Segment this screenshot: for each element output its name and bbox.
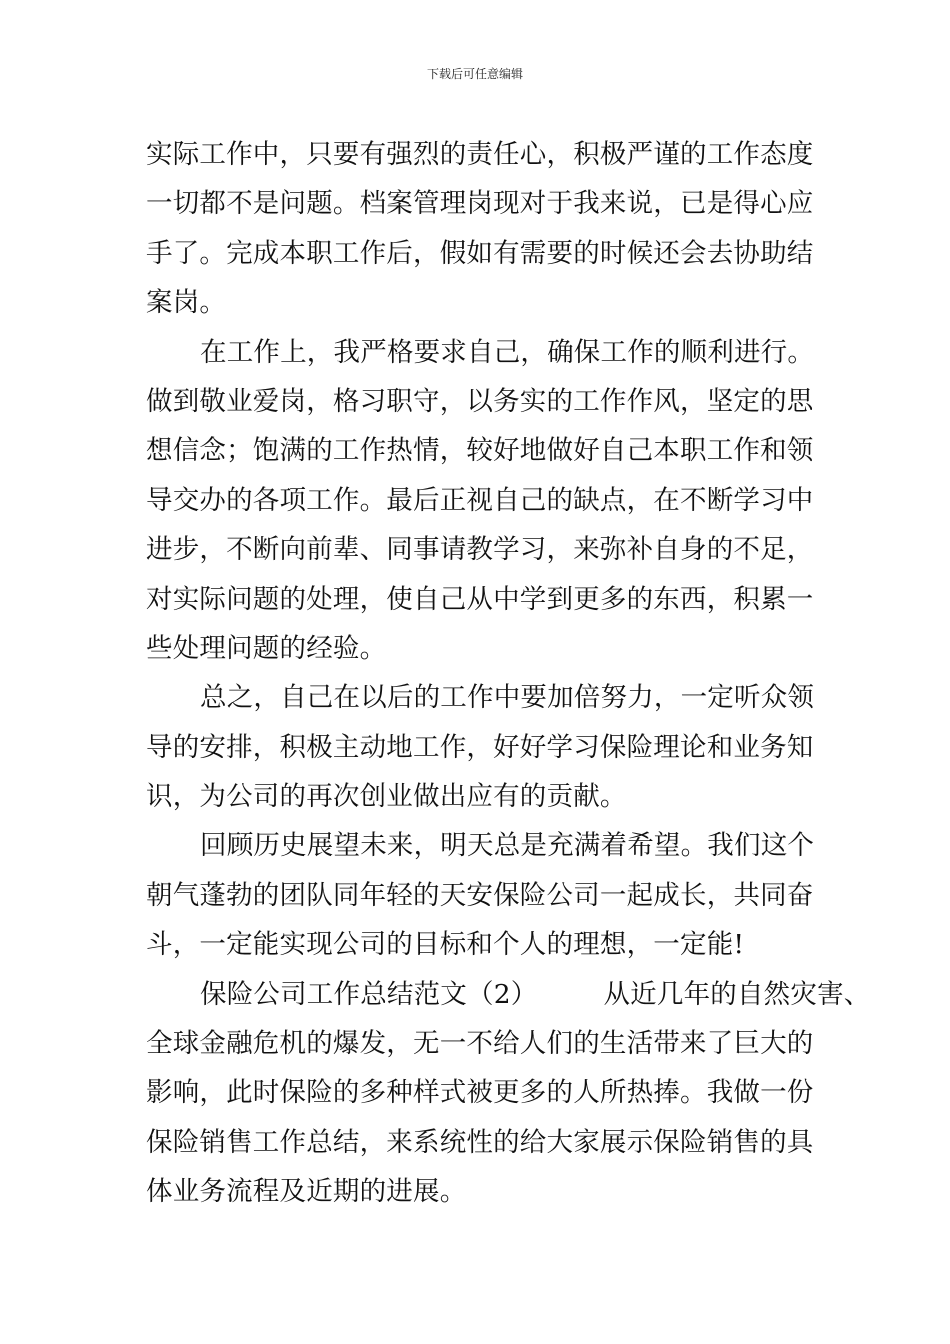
text-line: 识，为公司的再次创业做出应有的贡献。 xyxy=(146,781,627,813)
text-line: 对实际问题的处理，使自己从中学到更多的东西，积累一 xyxy=(146,583,814,615)
text-line: 斗，一定能实现公司的目标和个人的理想，一定能! xyxy=(146,929,745,961)
paragraph-2 xyxy=(146,328,826,674)
text-line: 总之，自己在以后的工作中要加倍努力，一定听众领 xyxy=(200,682,815,714)
text-line: 一切都不是问题。档案管理岗现对于我来说，已是得心应 xyxy=(146,188,814,220)
text-line: 在工作上，我严格要求自己，确保工作的顺利进行。 xyxy=(200,336,815,368)
text-line: 影响，此时保险的多种样式被更多的人所热捧。我做一份 xyxy=(146,1077,814,1109)
text-line: 做到敬业爱岗，格习职守，以务实的工作作风，坚定的思 xyxy=(146,385,814,417)
paragraph-4 xyxy=(146,821,826,969)
text-line: 导的安排，积极主动地工作，好好学习保险理论和业务知 xyxy=(146,731,814,763)
text-line: 保险销售工作总结，来系统性的给大家展示保险销售的具 xyxy=(146,1126,814,1158)
page-header: 下载后可任意编辑 xyxy=(426,67,523,81)
text-line: 体业务流程及近期的进展。 xyxy=(146,1176,467,1208)
text-line: 全球金融危机的爆发，无一不给人们的生活带来了巨大的 xyxy=(146,1028,814,1060)
text-line: 导交办的各项工作。最后正视自己的缺点，在不断学习中 xyxy=(146,484,814,516)
text-line: 想信念；饱满的工作热情，较好地做好自己本职工作和领 xyxy=(146,435,814,467)
text-line: 回顾历史展望未来，明天总是充满着希望。我们这个 xyxy=(200,830,815,862)
section-title: 保险公司工作总结范文（2） xyxy=(200,978,538,1010)
section-2 xyxy=(146,970,871,1217)
document-body xyxy=(146,130,871,1217)
paragraph-1 xyxy=(146,130,826,328)
paragraph-3 xyxy=(146,673,826,821)
text-line: 手了。完成本职工作后，假如有需要的时候还会去协助结 xyxy=(146,237,814,269)
text-line: 案岗。 xyxy=(146,287,227,319)
section-heading-line xyxy=(146,970,871,1019)
section-first-text: 从近几年的自然灾害、 xyxy=(603,978,871,1010)
text-line: 些处理问题的经验。 xyxy=(146,632,387,664)
text-line: 进步，不断向前辈、同事请教学习，来弥补自身的不足， xyxy=(146,534,814,566)
text-line: 实际工作中，只要有强烈的责任心，积极严谨的工作态度 xyxy=(146,139,814,170)
text-line: 朝气蓬勃的团队同年轻的天安保险公司一起成长，共同奋 xyxy=(146,879,814,911)
